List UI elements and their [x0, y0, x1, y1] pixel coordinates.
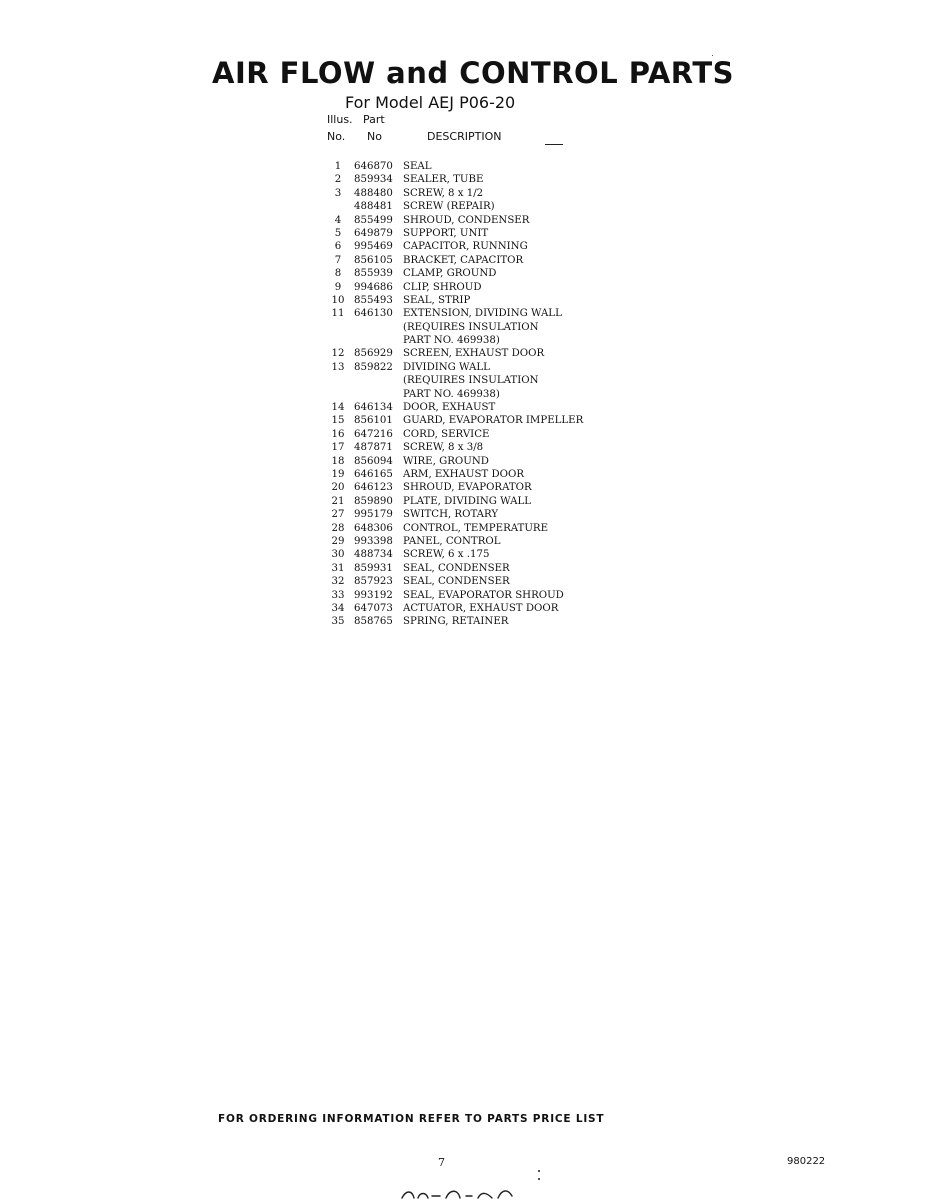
part-no-cell: 856929 — [354, 348, 393, 360]
description-cell: SCREW, 6 x .175 — [403, 549, 490, 561]
description-cell: SUPPORT, UNIT — [403, 227, 489, 239]
illus-no-cell: 5 — [334, 227, 342, 239]
description-cell: SCREEN, EXHAUST DOOR — [403, 348, 545, 360]
description-cell: SCREW (REPAIR) — [403, 201, 495, 213]
description-cell: WIRE, GROUND — [403, 455, 489, 467]
document-code: 980222 — [787, 1156, 826, 1167]
part-no-cell: 857923 — [354, 576, 393, 588]
part-no-cell: 993192 — [354, 589, 393, 601]
illus-no-cell: 20 — [331, 482, 345, 494]
description-cell: SEAL, CONDENSER — [403, 562, 510, 574]
page-number: 7 — [438, 1156, 445, 1169]
illus-no-cell: 3 — [334, 187, 342, 199]
illus-no-cell: 14 — [331, 402, 345, 414]
part-no-cell: 994686 — [354, 281, 393, 293]
part-no-cell: 648306 — [354, 522, 393, 534]
ordering-info-footer: FOR ORDERING INFORMATION REFER TO PARTS PRICE LIST — [218, 1113, 605, 1125]
description-cell: DIVIDING WALL — [403, 361, 490, 373]
part-no-cell: 855939 — [354, 268, 393, 280]
model-subtitle: For Model AEJ P06-20 — [345, 93, 516, 112]
illus-no-cell: 11 — [331, 308, 345, 320]
description-cell: CORD, SERVICE — [403, 428, 490, 440]
description-cell: SCREW, 8 x 1/2 — [403, 187, 484, 199]
description-cell: SEAL, EVAPORATOR SHROUD — [403, 589, 564, 601]
part-no-cell: 647216 — [354, 428, 393, 440]
illus-no-cell: 21 — [331, 495, 345, 507]
description-cell: DOOR, EXHAUST — [403, 402, 496, 414]
description-cell: SEALER, TUBE — [403, 174, 484, 186]
part-no-cell: 488480 — [354, 187, 393, 199]
part-no-cell: 649879 — [354, 227, 393, 239]
illus-no-cell: 13 — [331, 361, 345, 373]
part-no-cell: 646165 — [354, 468, 393, 480]
description-cell: CAPACITOR, RUNNING — [403, 241, 528, 253]
illus-no-cell: 10 — [331, 294, 345, 306]
description-cell: (REQUIRES INSULATION — [403, 375, 539, 387]
description-cell: PART NO. 469938) — [403, 388, 500, 400]
header-no-label: No. — [327, 130, 346, 143]
scan-speck — [538, 1178, 540, 1180]
header-illus-label: Illus. — [327, 113, 353, 126]
illus-no-cell: 12 — [331, 348, 345, 360]
description-cell: SPRING, RETAINER — [403, 616, 509, 628]
part-no-cell: 487871 — [354, 442, 393, 454]
part-no-cell: 488734 — [354, 549, 393, 561]
illus-no-cell: 32 — [331, 576, 345, 588]
description-cell: PANEL, CONTROL — [403, 535, 501, 547]
description-cell: EXTENSION, DIVIDING WALL — [403, 308, 562, 320]
part-no-cell: 855499 — [354, 214, 393, 226]
illus-no-cell: 19 — [331, 468, 345, 480]
illus-no-cell: 30 — [331, 549, 345, 561]
part-no-cell: 855493 — [354, 294, 393, 306]
description-cell: BRACKET, CAPACITOR — [403, 254, 524, 266]
part-no-cell: 646130 — [354, 308, 393, 320]
header-part-no-label: No — [367, 130, 382, 143]
part-no-cell: 995469 — [354, 241, 393, 253]
part-no-cell: 859822 — [354, 361, 393, 373]
illus-no-cell: 18 — [331, 455, 345, 467]
part-no-cell: 856101 — [354, 415, 393, 427]
illus-no-cell: 16 — [331, 428, 345, 440]
handwritten-mark — [400, 1186, 525, 1200]
part-no-cell: 646134 — [354, 402, 393, 414]
description-cell: PLATE, DIVIDING WALL — [403, 495, 532, 507]
part-no-cell: 646870 — [354, 161, 393, 172]
description-cell: CLIP, SHROUD — [403, 281, 482, 293]
description-cell: SCREW, 8 x 3/8 — [403, 442, 484, 454]
scan-speck — [712, 55, 713, 56]
part-no-cell: 856105 — [354, 254, 393, 266]
description-cell: (REQUIRES INSULATION — [403, 321, 539, 333]
description-cell: SWITCH, ROTARY — [403, 509, 499, 521]
description-cell: SEAL, CONDENSER — [403, 576, 510, 588]
part-no-cell: 995179 — [354, 509, 393, 521]
illus-no-cell: 27 — [331, 509, 345, 521]
part-no-cell: 859931 — [354, 562, 393, 574]
illus-no-cell: 29 — [331, 535, 345, 547]
description-cell: SHROUD, CONDENSER — [403, 214, 530, 226]
description-cell: CONTROL, TEMPERATURE — [403, 522, 549, 534]
description-cell: SEAL — [403, 161, 432, 172]
description-cell: ARM, EXHAUST DOOR — [403, 468, 525, 480]
illus-no-cell: 15 — [331, 415, 345, 427]
illus-no-cell: 35 — [331, 616, 345, 628]
description-cell: SEAL, STRIP — [403, 294, 471, 306]
header-part-label: Part — [363, 113, 385, 126]
illus-no-cell: 1 — [334, 161, 342, 172]
header-description-label: DESCRIPTION — [427, 130, 502, 143]
part-no-cell: 488481 — [354, 201, 393, 213]
illus-no-cell: 2 — [334, 174, 342, 186]
illus-no-cell: 8 — [334, 268, 342, 280]
illus-no-cell: 7 — [334, 254, 342, 266]
description-cell: PART NO. 469938) — [403, 335, 500, 347]
part-no-cell: 859934 — [354, 174, 393, 186]
illus-no-cell: 28 — [331, 522, 345, 534]
page-title: AIR FLOW and CONTROL PARTS — [212, 56, 735, 90]
part-no-cell: 858765 — [354, 616, 393, 628]
illus-no-cell: 6 — [334, 241, 342, 253]
description-cell: CLAMP, GROUND — [403, 268, 497, 280]
illus-no-cell: 4 — [334, 214, 342, 226]
description-cell: GUARD, EVAPORATOR IMPELLER — [403, 415, 584, 427]
illus-no-cell: 33 — [331, 589, 345, 601]
part-no-cell: 647073 — [354, 602, 393, 614]
illus-no-cell: 34 — [331, 602, 345, 614]
illus-no-cell: 9 — [334, 281, 342, 293]
part-no-cell: 646123 — [354, 482, 393, 494]
description-cell: ACTUATOR, EXHAUST DOOR — [403, 602, 559, 614]
illus-no-cell: 31 — [331, 562, 345, 574]
description-cell: SHROUD, EVAPORATOR — [403, 482, 532, 494]
part-no-cell: 993398 — [354, 535, 393, 547]
part-no-cell: 856094 — [354, 455, 393, 467]
header-underline — [545, 144, 563, 145]
part-no-cell: 859890 — [354, 495, 393, 507]
scan-speck — [538, 1170, 540, 1172]
illus-no-cell: 17 — [331, 442, 345, 454]
